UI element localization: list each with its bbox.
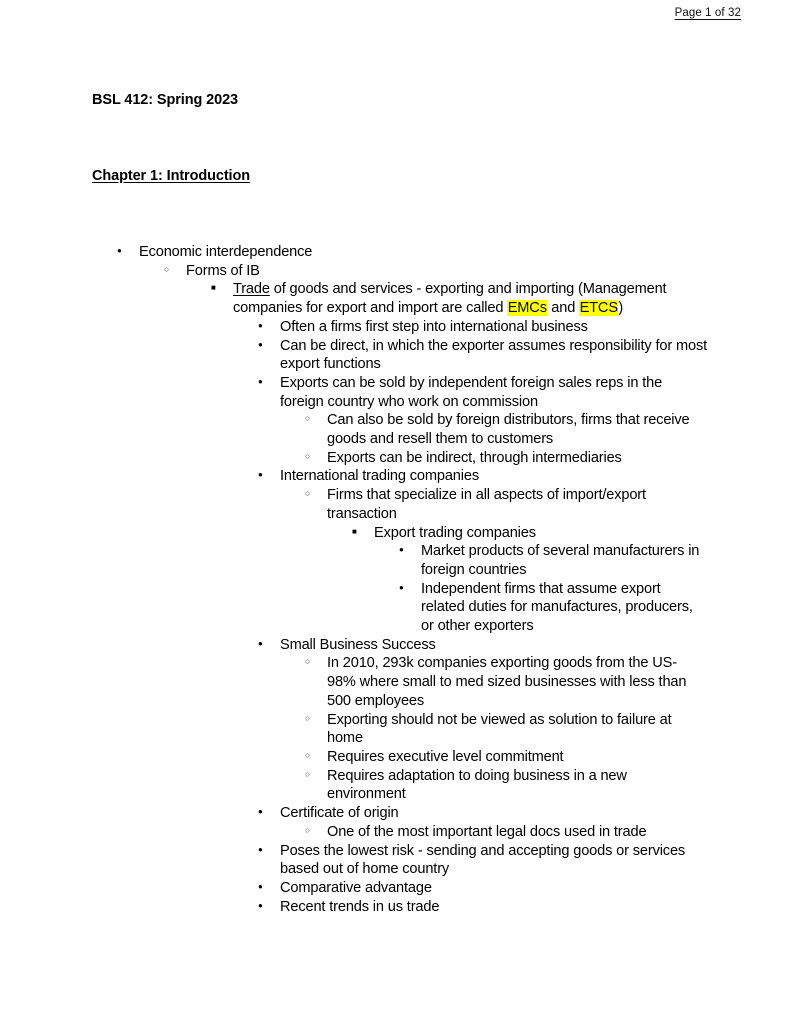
outline-item-line [258,636,707,655]
outline-item-line [164,262,707,281]
outline-item [258,374,707,468]
outline-item [399,542,707,579]
outline-item-line [258,804,707,823]
outline-item [258,879,707,898]
bullet-square-icon [352,524,374,545]
outline-sublist [258,654,707,804]
underlined-term: Trade [233,281,270,298]
bullet-circle-icon [305,411,327,431]
outline-item-line [258,842,707,879]
outline-item [399,580,707,636]
outline-item [258,467,707,635]
outline-item-line [258,337,707,374]
bullet-disc-icon [258,318,280,339]
outline-item [305,449,707,468]
bullet-square-icon [211,280,233,301]
outline-item-label: Small Business Success [280,636,436,653]
outline-item-label: Exports can be indirect, through intermediaries [327,449,622,466]
bullet-circle-icon [305,823,327,843]
outline-item [117,243,707,916]
outline-item-line [305,411,707,448]
outline-sublist [305,524,707,636]
outline-item [164,262,707,917]
bullet-circle-icon [305,449,327,469]
outline-item [305,767,707,804]
outline-item-label: Independent firms that assume export related duties for manufactures, producers, or other exporters [421,580,693,635]
outline-sublist [258,411,707,467]
text-run: and [547,300,580,317]
outline-item-line [258,318,707,337]
outline-item-line [258,467,707,486]
outline-sublist [117,262,707,917]
outline-item-label: Poses the lowest risk - sending and accepting goods or services based out of home country [280,842,686,878]
outline-item-line [352,524,707,543]
outline-item-label: Certificate of origin [280,805,399,822]
outline-item [305,411,707,448]
outline-item-label: Firms that specialize in all aspects of import/export transaction [327,487,646,522]
outline-item-label: Export trading companies [374,524,536,541]
text-run: of goods and services - exporting and importing (Management companies for export and import are called [233,281,667,317]
outline-item [258,804,707,841]
outline-item-label: Recent trends in us trade [280,898,440,915]
bullet-circle-icon [305,711,327,731]
outline-item-line [117,243,707,262]
page-title: BSL 412: Spring 2023 [92,92,239,108]
bullet-circle-icon [305,654,327,674]
outline-item [258,318,707,337]
bullet-disc-icon [258,842,280,863]
outline-item-line [305,823,707,842]
outline-sublist [258,486,707,636]
bullet-disc-icon [399,580,421,601]
outline-item-label: Often a firms first step into international business [280,318,588,335]
highlighted-term: ETCS [579,300,618,317]
outline-item [258,636,707,804]
outline-list [92,243,707,916]
bullet-circle-icon [164,262,186,282]
bullet-disc-icon [258,898,280,919]
outline-item [305,711,707,748]
bullet-disc-icon [258,374,280,395]
outline-item-label: Economic interdependence [139,244,313,260]
outline-item-label: Forms of IB [186,262,260,279]
bullet-disc-icon [258,879,280,900]
outline-item-line [258,879,707,898]
bullet-circle-icon [305,748,327,768]
outline-item-label: Exports can be sold by independent foreign sales reps in the foreign country who work on commission [280,374,663,410]
outline-item-line [399,580,707,636]
outline-item-label: Requires executive level commitment [327,748,564,765]
outline-item-label: Can also be sold by foreign distributors, firms that receive goods and resell them to customers [327,412,690,448]
outline-item-label: Requires adaptation to doing business in a new environment [327,767,627,803]
outline-item [305,654,707,710]
outline-item-label: Can be direct, in which the exporter assumes responsibility for most export functions [280,337,707,373]
outline-sublist [211,318,707,917]
outline-item [211,280,707,916]
outline-sublist [164,280,707,916]
outline-item [258,337,707,374]
outline-item-line [305,449,707,468]
outline-item-line [211,280,707,317]
bullet-disc-icon [258,467,280,488]
bullet-circle-icon [305,767,327,787]
outline-item-line [305,711,707,748]
outline-item-line [305,767,707,804]
page-number-header: Page 1 of 32 [674,7,741,19]
outline-item [305,748,707,767]
outline-item [258,842,707,879]
outline-item-label [211,280,707,317]
outline-item-line [305,748,707,767]
outline-item-line [305,486,707,523]
bullet-disc-icon [258,636,280,657]
outline-sublist [258,823,707,842]
outline-item-label: Comparative advantage [280,879,432,896]
bullet-disc-icon [258,804,280,825]
outline-item-label: Exporting should not be viewed as solution to failure at home [327,711,672,747]
outline-item-label: Market products of several manufacturers in foreign countries [421,543,700,578]
outline-item-line [258,898,707,917]
outline-item [305,486,707,636]
bullet-circle-icon [305,486,327,506]
chapter-heading: Chapter 1: Introduction [92,168,251,184]
bullet-disc-icon [117,243,139,264]
outline-item-line [399,542,707,579]
outline-item [352,524,707,636]
outline-item-label: In 2010, 293k companies exporting goods from the US- 98% where small to med sized businesses with less than 500 employees [327,655,687,709]
outline-item-line [258,374,707,411]
outline-sublist [352,542,707,636]
text-run: ) [618,300,624,317]
outline-item-label: International trading companies [280,468,479,485]
bullet-disc-icon [399,542,421,563]
outline-item [258,898,707,917]
outline-item [305,823,707,842]
highlighted-term: EMCs [507,300,547,317]
outline-item-line [305,654,707,710]
bullet-disc-icon [258,337,280,358]
outline-item-label: One of the most important legal docs used in trade [327,823,647,840]
